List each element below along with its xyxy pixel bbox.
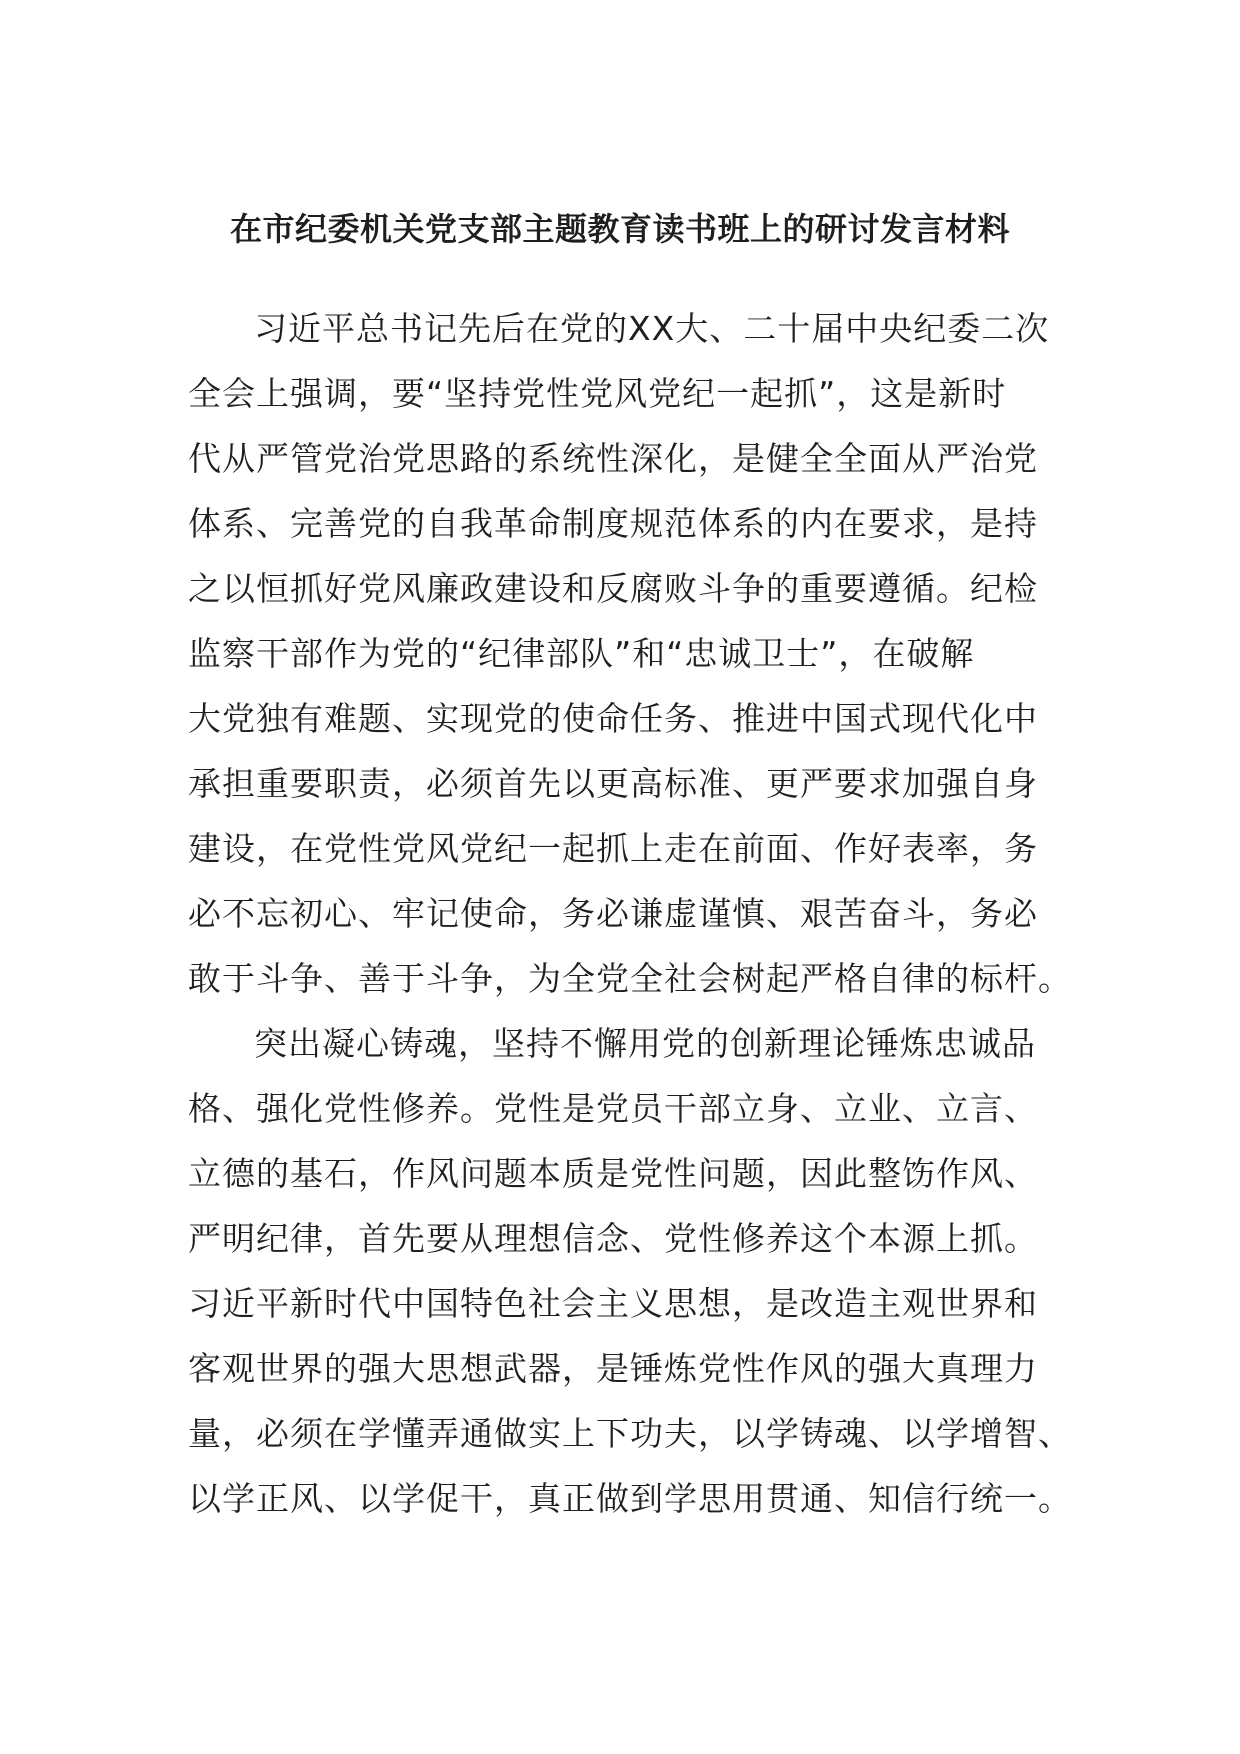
paragraph-line: 习近平总书记先后在党的XX大、二十届中央纪委二次: [254, 309, 1050, 348]
paragraph-1: [188, 296, 1072, 1011]
paragraph-line: 承担重要职责，必须首先以更高标准、更严要求加强自身: [188, 764, 1038, 803]
paragraph-line: 突出凝心铸魂，坚持不懈用党的创新理论锤炼忠诚品: [254, 1024, 1036, 1063]
paragraph-line: 大党独有难题、实现党的使命任务、推进中国式现代化中: [188, 699, 1038, 738]
paragraph-line: 全会上强调，要“坚持党性党风党纪一起抓”，这是新时: [188, 374, 1007, 413]
paragraph-line: 监察干部作为党的“纪律部队”和“忠诚卫士”，在破解: [188, 634, 975, 673]
paragraph-line: 之以恒抓好党风廉政建设和反腐败斗争的重要遵循。纪检: [188, 569, 1038, 608]
paragraph-line: 客观世界的强大思想武器，是锤炼党性作风的强大真理力: [188, 1349, 1038, 1388]
paragraph-line: 立德的基石，作风问题本质是党性问题，因此整饬作风、: [188, 1154, 1038, 1193]
paragraph-line: 量，必须在学懂弄通做实上下功夫，以学铸魂、以学增智、: [188, 1414, 1072, 1453]
paragraph-line: 格、强化党性修养。党性是党员干部立身、立业、立言、: [188, 1089, 1038, 1128]
paragraph-2: [188, 1011, 1072, 1531]
paragraph-line: 严明纪律，首先要从理想信念、党性修养这个本源上抓。: [188, 1219, 1038, 1258]
paragraph-line: 敢于斗争、善于斗争，为全党全社会树起严格自律的标杆。: [188, 959, 1072, 998]
paragraph-line: 必不忘初心、牢记使命，务必谦虚谨慎、艰苦奋斗，务必: [188, 894, 1038, 933]
paragraph-line: 体系、完善党的自我革命制度规范体系的内在要求，是持: [188, 504, 1038, 543]
document-title: 在市纪委机关党支部主题教育读书班上的研讨发言材料: [229, 210, 1010, 248]
paragraph-line: 以学正风、以学促干，真正做到学思用贯通、知信行统一。: [188, 1479, 1072, 1518]
paragraph-line: 代从严管党治党思路的系统性深化，是健全全面从严治党: [188, 439, 1038, 478]
paragraph-line: 建设，在党性党风党纪一起抓上走在前面、作好表率，务: [188, 829, 1038, 868]
paragraph-line: 习近平新时代中国特色社会主义思想，是改造主观世界和: [188, 1284, 1038, 1323]
